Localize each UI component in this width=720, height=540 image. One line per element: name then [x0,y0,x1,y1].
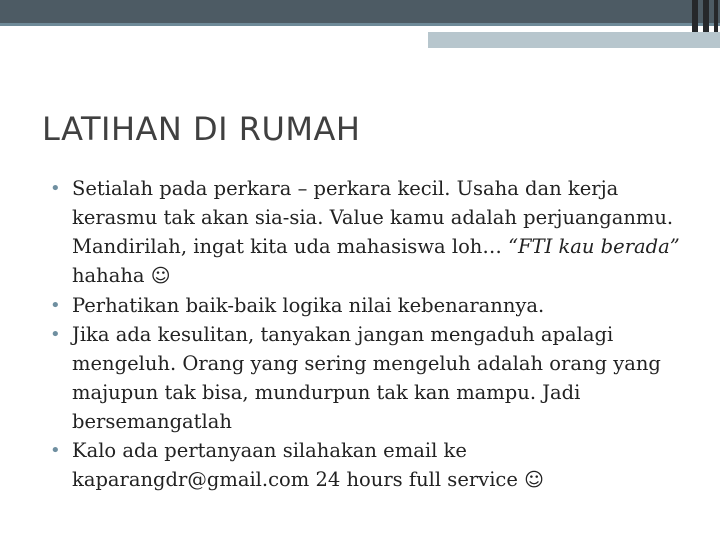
bullet-icon: • [50,178,61,199]
item-text: Kalo ada pertanyaan silahakan email ke kaparangdr@gmail.com 24 hours full service [72,439,525,491]
list-item [50,174,690,291]
list-item [50,320,690,436]
corner-stripe [692,0,698,32]
item-text: Perhatikan baik-baik logika nilai kebenarannya. [72,294,545,317]
bullet-icon: • [50,295,61,316]
item-text: Setialah pada perkara – perkara kecil. Usaha dan kerja kerasmu tak akan sia-sia. Value kamu adalah perjuanganmu. Mandirilah, ingat kita uda mahasiswa loh… [72,177,674,258]
slide-title: LATIHAN DI RUMAH [42,110,361,148]
accent-bar [428,32,720,48]
item-quote: “FTI kau berada” [508,235,680,258]
bullet-icon: • [50,440,61,461]
smiley-icon: ☺ [150,265,171,287]
item-text: Jika ada kesulitan, tanyakan jangan mengaduh apalagi mengeluh. Orang yang sering mengeluh adalah orang yang majupun tak bisa, mundurpun tak kan mampu. Jadi bersemangatlah [72,323,661,433]
corner-stripe [714,0,718,32]
list-item [50,291,690,320]
smiley-icon: ☺ [524,469,544,491]
bullet-list [50,174,690,495]
top-decoration-line [0,23,720,26]
list-item [50,436,690,495]
corner-stripe [703,0,709,32]
bullet-icon: • [50,324,61,345]
item-text-after: hahaha [72,264,151,287]
top-decoration-bar [0,0,720,23]
